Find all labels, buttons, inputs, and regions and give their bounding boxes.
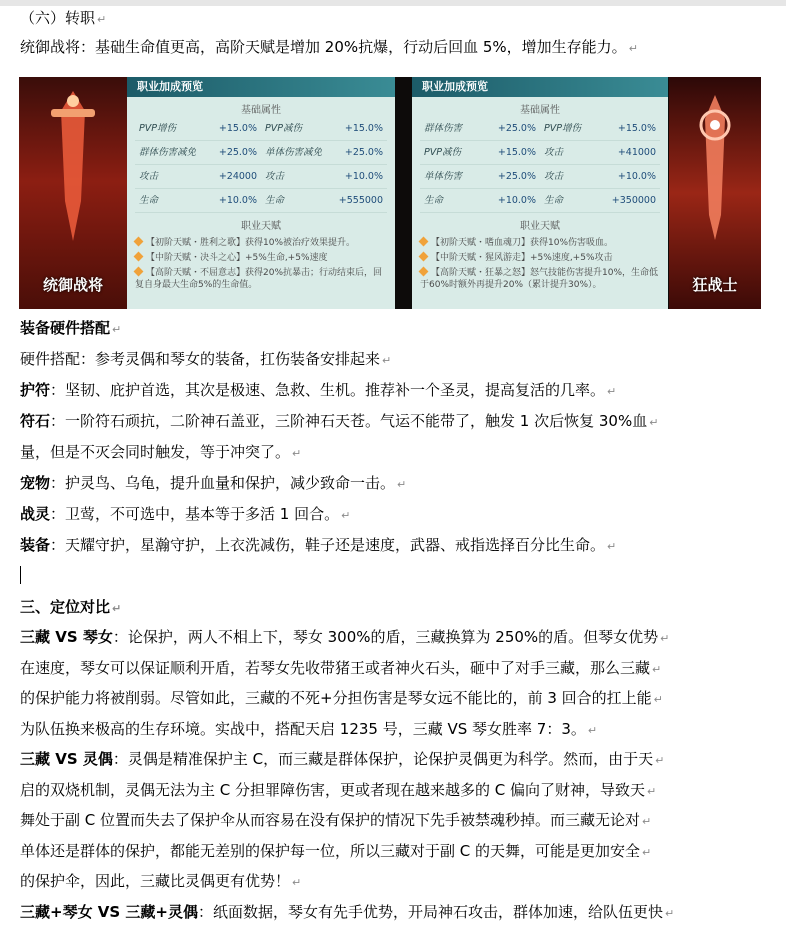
line-text: 硬件搭配：参考灵偶和琴女的装备，扛伤装备安排起来 xyxy=(20,350,381,368)
paragraph-mark: ↵ xyxy=(607,385,617,398)
stat-cell xyxy=(540,189,660,212)
paragraph-mark: ↵ xyxy=(660,632,670,645)
stat-cell xyxy=(420,189,540,212)
paragraph-mark: ↵ xyxy=(112,323,122,336)
paragraph-mark: ↵ xyxy=(341,509,351,522)
talent-item xyxy=(420,252,660,264)
paragraph-line xyxy=(20,658,778,680)
stat-cell xyxy=(420,117,540,140)
stat-name: 攻击 xyxy=(139,171,159,182)
stat-name: 攻击 xyxy=(265,171,285,182)
paragraph-line xyxy=(20,810,778,832)
stat-value: +15.0% xyxy=(344,123,383,134)
paragraph-line xyxy=(20,473,778,495)
stat-value: +25.0% xyxy=(344,147,383,158)
stat-value: +41000 xyxy=(617,147,656,158)
talent-item xyxy=(135,237,387,249)
bold-label: 宠物 xyxy=(20,474,51,492)
page-top-edge xyxy=(0,0,786,6)
line-text: 量，但是不灭会同时触发，等于冲突了。 xyxy=(20,443,291,461)
paragraph-mark: ↵ xyxy=(652,662,662,676)
stat-cell xyxy=(540,165,660,188)
stat-value: +15.0% xyxy=(497,147,536,158)
sword-icon xyxy=(43,91,103,251)
line-text: 启的双烧机制，灵偶无法为主 C 分担罪障伤害，更或者现在越来越多的 C 偏向了财神，导致天 xyxy=(20,780,646,799)
stat-cell xyxy=(261,141,387,164)
stats-table xyxy=(420,117,660,213)
talent-text: 【初阶天赋・嗜血魂刀】获得10%伤害吸血。 xyxy=(431,238,614,248)
paragraph-mark: ↵ xyxy=(397,478,407,491)
stat-name: 攻击 xyxy=(544,171,564,182)
paragraph-line xyxy=(20,380,778,402)
talent-title: 职业天赋 xyxy=(520,221,560,232)
paragraph-line xyxy=(20,349,778,371)
paragraph-line xyxy=(20,442,778,464)
stat-value: +25.0% xyxy=(218,147,257,158)
stat-name: 单体伤害减免 xyxy=(265,147,323,158)
paragraph-mark: ↵ xyxy=(587,723,598,737)
stat-value: +350000 xyxy=(611,195,656,206)
talent-item xyxy=(135,267,387,291)
line-text: 为队伍换来极高的生存环境。实战中，搭配天启 1235 号，三藏 VS 琴女胜率 7：3。 xyxy=(20,719,586,738)
stat-name: 攻击 xyxy=(544,147,564,158)
stat-row xyxy=(420,141,660,165)
stat-value: +25.0% xyxy=(497,171,536,182)
paragraph-mark: ↵ xyxy=(642,815,652,828)
stat-value: +10.0% xyxy=(497,195,536,206)
stat-cell xyxy=(420,165,540,188)
stat-value: +24000 xyxy=(218,171,257,182)
talent-text: 【中阶天赋・猩风游走】+5%速度,+5%攻击 xyxy=(431,253,613,263)
stat-cell xyxy=(261,117,387,140)
talent-item xyxy=(135,252,387,264)
stat-cell xyxy=(135,189,261,212)
stat-name: 群体伤害减免 xyxy=(139,147,197,158)
paragraph-line xyxy=(20,504,778,526)
stat-row xyxy=(420,189,660,213)
talent-text: 【高阶天赋・狂暴之怒】怒气技能伤害提升10%，生命低于60%时额外再提升20%（累计提升30%）。 xyxy=(420,268,659,290)
line-text: 的保护能力将被削弱。尽管如此，三藏的不死+分担伤害是琴女远不能比的，前 3 回合的扛上能 xyxy=(20,689,652,707)
image-gap xyxy=(395,77,412,309)
right-hero-portrait xyxy=(669,77,761,309)
talent-item xyxy=(420,237,660,249)
text-cursor xyxy=(20,566,21,584)
line-text: ：灵偶是精准保护主 C，而三藏是群体保护，论保护灵偶更为科学。然而，由于天 xyxy=(112,750,654,768)
talent-title: 职业天赋 xyxy=(241,221,281,232)
paragraph-tongyu: 统御战将：基础生命值更高，高阶天赋是增加 20%抗爆，行动后回血 5%，增加生存能力。 ↵ xyxy=(20,38,638,56)
stat-cell xyxy=(420,141,540,164)
left-bonus-panel xyxy=(127,77,395,309)
stat-name: PVP减伤 xyxy=(424,147,461,158)
stat-name: 群体伤害 xyxy=(424,123,463,134)
paragraph-line xyxy=(20,535,778,557)
line-text: ：护灵鸟、乌龟，提升血量和保护，减少致命一击。 xyxy=(50,474,396,492)
left-hero-portrait xyxy=(19,77,127,309)
bold-label: 三藏+琴女 VS 三藏+灵偶 xyxy=(20,902,198,921)
stat-row xyxy=(135,189,387,213)
paragraph-mark: ↵ xyxy=(649,416,659,429)
paragraph-line xyxy=(20,841,778,863)
line-text: 单体还是群体的保护，都能无差别的保护每一位，所以三藏对于副 C 的天舞，可能是更加安全 xyxy=(20,841,641,860)
talent-text: 【初阶天赋・胜利之歌】获得10%被治疗效果提升。 xyxy=(146,238,356,248)
paragraph-line xyxy=(20,780,778,802)
stat-value: +555000 xyxy=(338,195,383,206)
talent-text: 【高阶天赋・不屈意志】获得20%抗暴击；行动结束后，回复自身最大生命5%的生命值。 xyxy=(135,268,383,290)
stat-row xyxy=(420,117,660,141)
line-text: 舞处于副 C 位置而失去了保护伞从而容易在没有保护的情况下先手被禁魂秒掉。而三藏无论对 xyxy=(20,811,641,829)
paragraph-mark: ↵ xyxy=(292,447,302,460)
stat-value: +10.0% xyxy=(218,195,257,206)
stat-name: 单体伤害 xyxy=(424,171,463,182)
stat-value: +15.0% xyxy=(617,123,656,134)
stat-name: 生命 xyxy=(265,195,285,206)
paragraph-mark: ↵ xyxy=(655,754,665,767)
paragraph-line xyxy=(20,411,778,433)
talent-item xyxy=(420,267,660,291)
stat-cell xyxy=(135,165,261,188)
bold-label: 装备 xyxy=(20,536,51,554)
right-bonus-panel xyxy=(412,77,668,309)
talent-diamond-icon xyxy=(419,267,429,277)
bold-label: 护符 xyxy=(20,381,51,399)
stat-name: 生命 xyxy=(424,195,444,206)
stat-cell xyxy=(261,189,387,212)
stat-value: +10.0% xyxy=(344,171,383,182)
talent-list xyxy=(420,237,660,291)
right-hero-name: 狂战士 xyxy=(692,276,738,294)
stat-row xyxy=(135,165,387,189)
section-heading: 三、定位对比 ↵ xyxy=(20,598,122,616)
left-hero-name: 统御战将 xyxy=(42,276,103,294)
sword-icon xyxy=(690,95,740,245)
stats-title: 基础属性 xyxy=(520,105,560,116)
panel-title: 职业加成预览 xyxy=(127,77,395,97)
panel-title: 职业加成预览 xyxy=(412,77,668,97)
paragraph-mark: ↵ xyxy=(382,354,392,367)
stat-name: PVP增伤 xyxy=(544,123,581,134)
stat-name: PVP增伤 xyxy=(139,123,176,134)
stat-value: +25.0% xyxy=(497,123,536,134)
paragraph-mark: ↵ xyxy=(292,876,302,889)
bold-label: 战灵 xyxy=(20,505,51,523)
line-text: ：坚韧、庇护首选，其次是极速、急救、生机。推荐补一个圣灵，提高复活的几率。 xyxy=(50,381,606,399)
paragraph-line xyxy=(20,688,778,710)
line-text: 在速度，琴女可以保证顺利开盾，若琴女先收带猪王或者神火石头，砸中了对手三藏，那么三藏 xyxy=(20,658,651,677)
stat-cell xyxy=(540,117,660,140)
paragraph-mark: ↵ xyxy=(642,845,652,859)
bold-label: 装备硬件搭配 xyxy=(20,319,111,337)
talent-diamond-icon xyxy=(134,237,144,247)
stat-name: 生命 xyxy=(139,195,159,206)
stats-table xyxy=(135,117,387,213)
paragraph-line xyxy=(20,749,778,771)
paragraph-line xyxy=(20,627,778,649)
stats-title: 基础属性 xyxy=(241,105,281,116)
stat-value: +10.0% xyxy=(617,171,656,182)
bold-label: 符石 xyxy=(20,412,51,430)
talent-diamond-icon xyxy=(134,267,144,277)
line-text: 的保护伞，因此，三藏比灵偶更有优势！ xyxy=(20,872,291,890)
stat-cell xyxy=(540,141,660,164)
paragraph-mark: ↵ xyxy=(653,693,663,706)
bold-label: 三藏 VS 灵偶 xyxy=(20,750,113,768)
stat-cell xyxy=(135,141,261,164)
stat-cell xyxy=(135,117,261,140)
stat-name: PVP减伤 xyxy=(265,123,302,134)
heading-job-change: （六）转职 ↵ xyxy=(20,9,107,27)
paragraph-line xyxy=(20,719,778,741)
paragraph-mark: ↵ xyxy=(607,540,617,553)
talent-diamond-icon xyxy=(419,252,429,262)
line-text: ：天耀守护，星瀚守护，上衣洗减伤，鞋子还是速度，武器、戒指选择百分比生命。 xyxy=(50,536,606,554)
paragraph-mark: ↵ xyxy=(665,906,675,920)
class-bonus-image xyxy=(19,77,761,309)
line-text: ：一阶符石顽抗，二阶神石盖亚，三阶神石天苍。气运不能带了，触发 1 次后恢复 30%血 xyxy=(50,412,648,430)
line-text: ：论保护，两人不相上下，琴女 300%的盾，三藏换算为 250%的盾。但琴女优势 xyxy=(112,628,659,646)
stat-name: 生命 xyxy=(544,195,564,206)
stat-cell xyxy=(261,165,387,188)
talent-text: 【中阶天赋・决斗之心】+5%生命,+5%速度 xyxy=(146,253,328,263)
talent-list xyxy=(135,237,387,291)
paragraph-line xyxy=(20,871,778,893)
line-text: ：纸面数据，琴女有先手优势，开局神石攻击，群体加速，给队伍更快 xyxy=(198,902,664,921)
stat-row xyxy=(420,165,660,189)
stat-value: +15.0% xyxy=(218,123,257,134)
paragraph-mark: ↵ xyxy=(647,784,657,798)
talent-diamond-icon xyxy=(134,252,144,262)
paragraph-line xyxy=(20,902,778,924)
bold-label: 三藏 VS 琴女 xyxy=(20,628,113,646)
talent-diamond-icon xyxy=(419,237,429,247)
paragraph-line xyxy=(20,318,778,340)
stat-row xyxy=(135,117,387,141)
line-text: ：卫莺，不可选中，基本等于多活 1 回合。 xyxy=(50,505,340,523)
stat-row xyxy=(135,141,387,165)
